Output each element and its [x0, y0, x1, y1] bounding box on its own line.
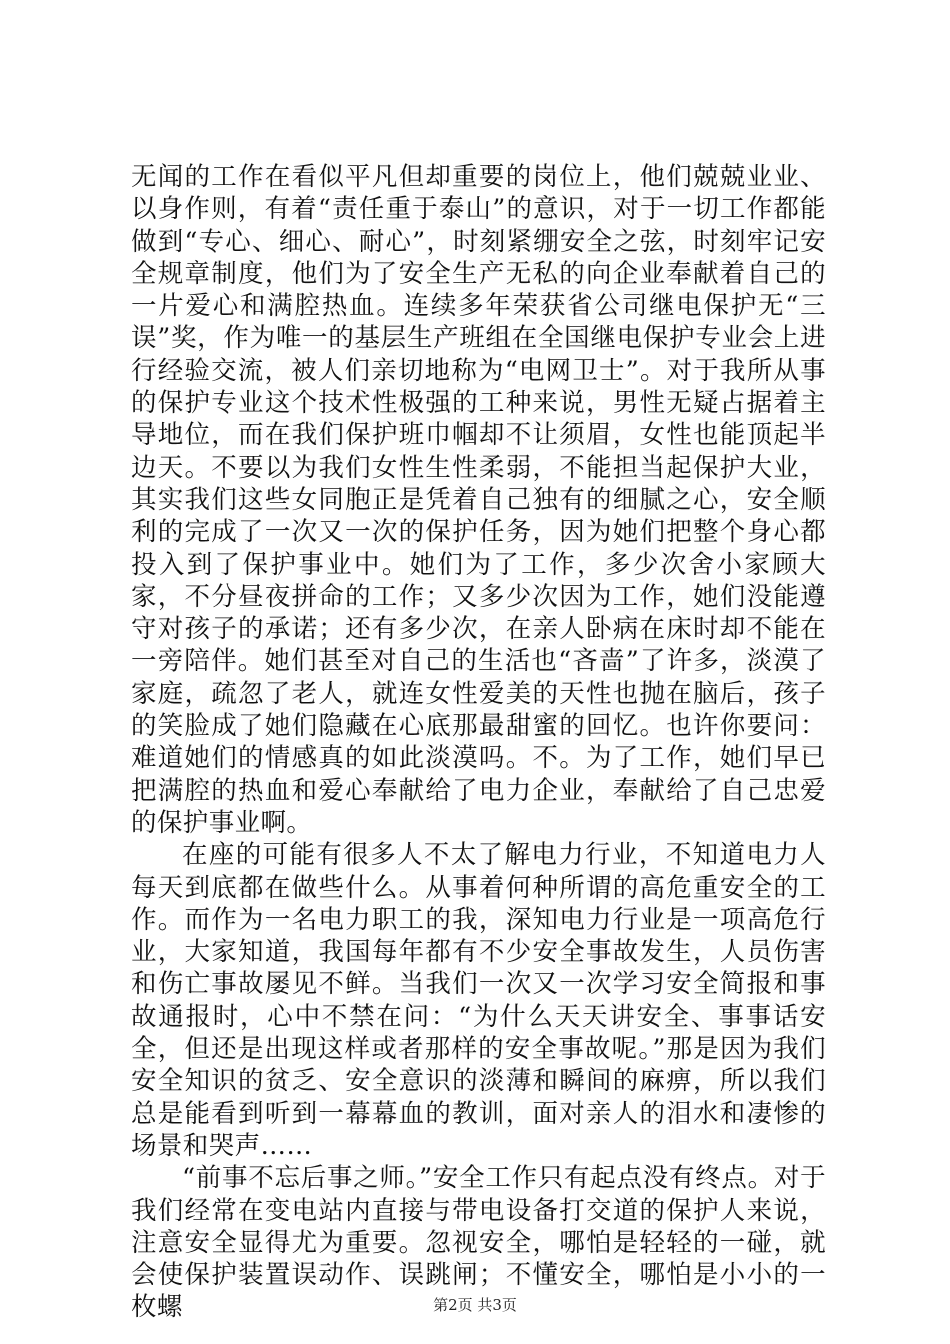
page-footer: 第2页 共3页	[433, 1296, 517, 1314]
paragraph-1: 无闻的工作在看似平凡但却重要的岗位上，他们兢兢业业、以身作则，有着“责任重于泰山”的意识，对于一切工作都能做到“专心、细心、耐心”，时刻紧绷安全之弦，时刻牢记安全规章制度，他们为了安全生产无私的向企业奉献着自己的一片爱心和满腔热血。连续多年荣获省公司继电保护无“三误”奖，作为唯一的基层生产班组在全国继电保护专业会上进行经验交流，被人们亲切地称为“电网卫士”。对于我所从事的保护专业这个技术性极强的工种来说，男性无疑占据着主导地位，而在我们保护班巾帼却不让须眉，女性也能顶起半边天。不要以为我们女性生性柔弱，不能担当起保护大业，其实我们这些女同胞正是凭着自己独有的细腻之心，安全顺利的完成了一次又一次的保护任务，因为她们把整个身心都投入到了保护事业中。她们为了工作，多少次舍小家顾大家，不分昼夜拼命的工作；又多少次因为工作，她们没能遵守对孩子的承诺；还有多少次，在亲人卧病在床时却不能在一旁陪伴。她们甚至对自己的生活也“吝啬”了许多，淡漠了家庭，疏忽了老人，就连女性爱美的天性也抛在脑后，孩子的笑脸成了她们隐藏在心底那最甜蜜的回忆。也许你要问：难道她们的情感真的如此淡漠吗。不。为了工作，她们早已把满腔的热血和爱心奉献给了电力企业，奉献给了自己忠爱的保护事业啊。	[131, 162, 826, 838]
document-body	[131, 161, 826, 1324]
paragraph-3: “前事不忘后事之师。”安全工作只有起点没有终点。对于我们经常在变电站内直接与带电设备打交道的保护人来说，注意安全显得尤为重要。忽视安全，哪怕是轻轻的一碰，就会使保护装置误动作、误跳闸；不懂安全，哪怕是小小的一枚螺	[131, 1163, 826, 1323]
paragraph-2: 在座的可能有很多人不太了解电力行业，不知道电力人每天到底都在做些什么。从事着何种所谓的高危重安全的工作。而作为一名电力职工的我，深知电力行业是一项高危行业，大家知道，我国每年都有不少安全事故发生，人员伤害和伤亡事故屡见不鲜。当我们一次又一次学习安全简报和事故通报时，心中不禁在问：“为什么天天讲安全、事事话安全，但还是出现这样或者那样的安全事故呢。”那是因为我们安全知识的贫乏、安全意识的淡薄和瞬间的麻痹，所以我们总是能看到听到一幕幕血的教训，面对亲人的泪水和凄惨的场景和哭声……	[131, 840, 826, 1161]
